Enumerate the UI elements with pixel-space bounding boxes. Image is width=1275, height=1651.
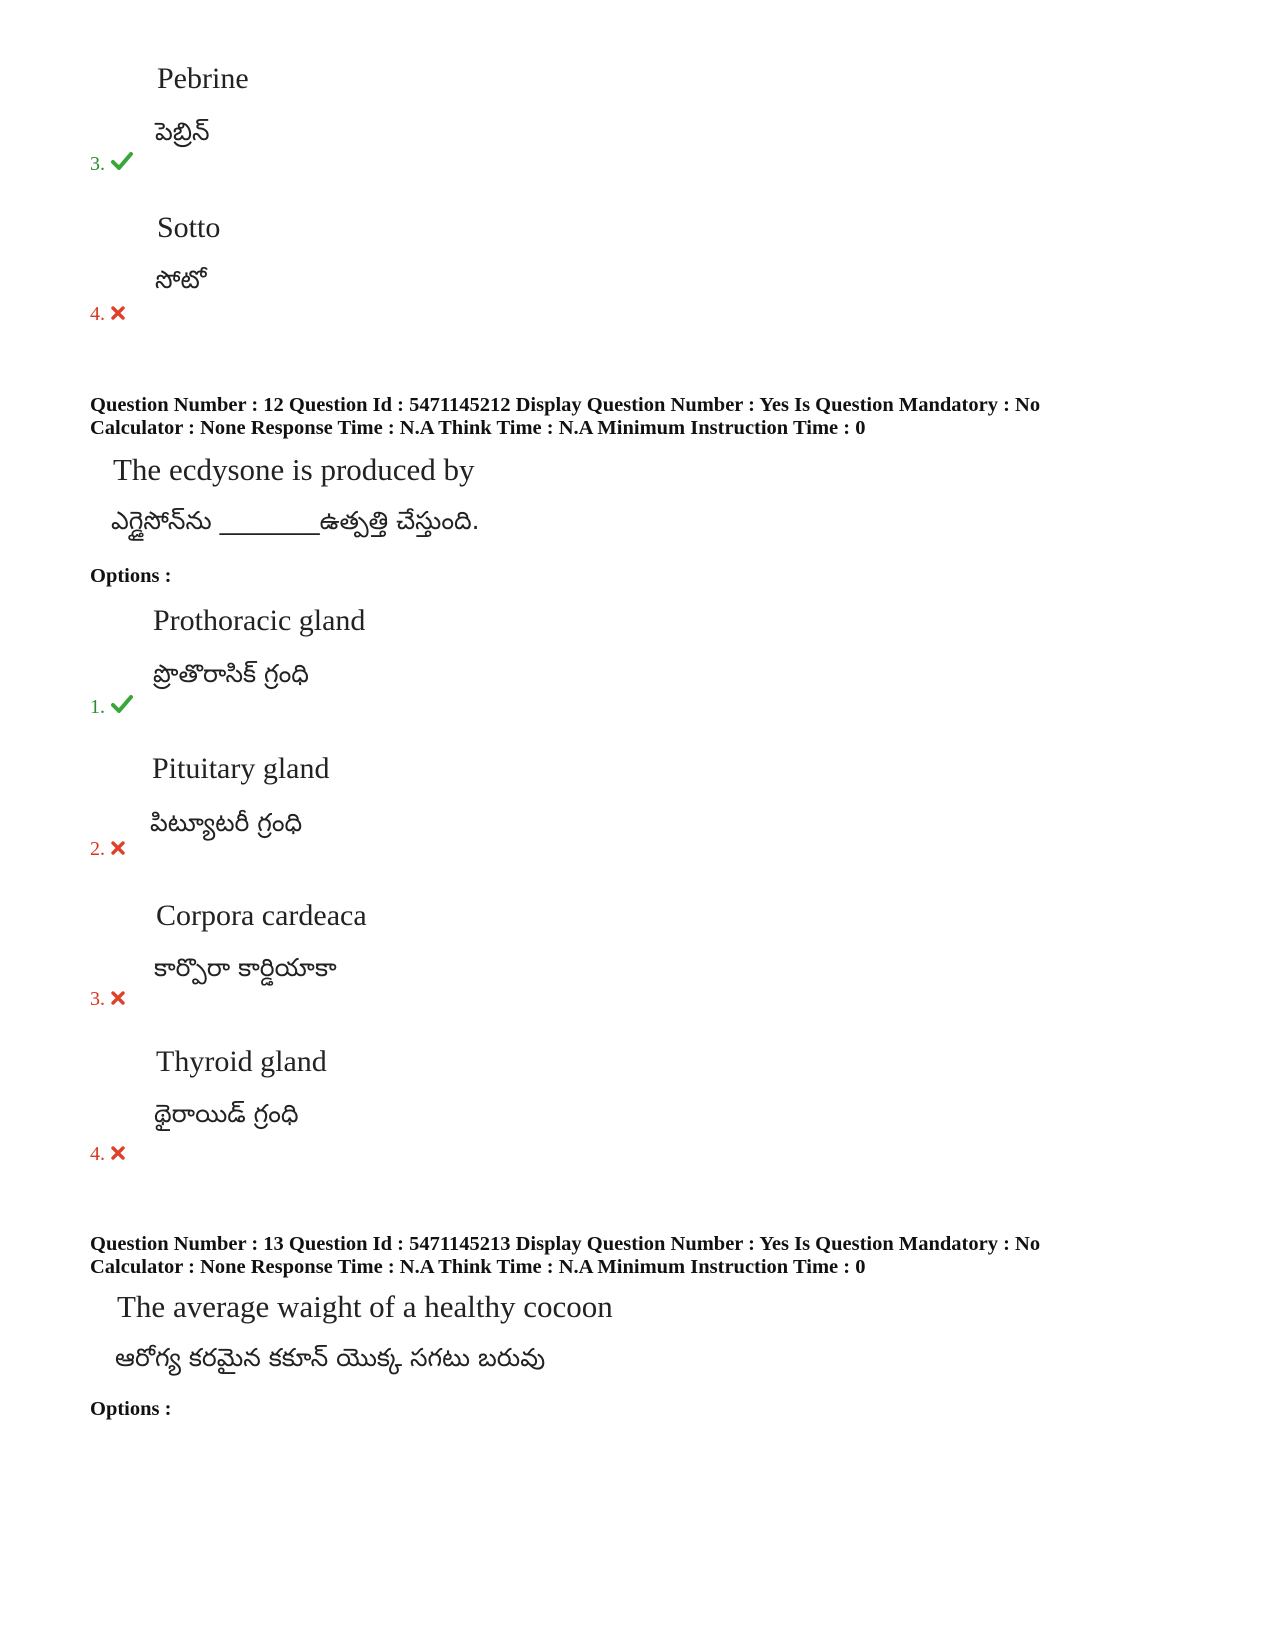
question-meta-line1: Question Number : 13 Question Id : 5471145213 Display Question Number : Yes Is Question Mandatory : No — [90, 1233, 1041, 1255]
option-number: 4. — [90, 1143, 105, 1165]
option-4-marker — [90, 1143, 125, 1166]
option-3-telugu: పెబ్రిన్ — [155, 117, 210, 146]
option-3-marker — [90, 152, 133, 176]
option-4-telugu: సోటో — [155, 265, 207, 294]
option-4-telugu: థైరాయిడ్ గ్రంధి — [154, 1099, 299, 1128]
option-1-english: Prothoracic gland — [153, 604, 366, 637]
question-text-telugu: ఆరోగ్య కరమైన కకూన్ యొక్క సగటు బరువు — [115, 1343, 546, 1372]
check-icon — [111, 152, 133, 176]
cross-icon — [111, 1143, 125, 1166]
option-number: 3. — [90, 988, 105, 1010]
option-4-marker — [90, 303, 125, 326]
question-text-english: The average waight of a healthy cocoon — [117, 1289, 613, 1324]
option-1-telugu: ప్రొతొరాసిక్ గ్రంధి — [153, 659, 309, 688]
option-2-marker — [90, 838, 125, 861]
option-3-english: Pebrine — [157, 62, 249, 95]
question-meta-line1: Question Number : 12 Question Id : 5471145212 Display Question Number : Yes Is Question Mandatory : No — [90, 394, 1041, 416]
cross-icon — [111, 838, 125, 861]
option-4-english: Thyroid gland — [156, 1045, 327, 1078]
option-number: 4. — [90, 303, 105, 325]
option-number: 1. — [90, 695, 105, 718]
option-4-english: Sotto — [157, 211, 221, 244]
option-3-telugu: కార్పొరా కార్డియాకా — [154, 953, 337, 982]
cross-icon — [111, 303, 125, 326]
option-3-marker — [90, 988, 125, 1011]
question-text-telugu: ఎగ్డైసోన్‌ను ________ఉత్పత్తి చేస్తుంది. — [111, 506, 480, 535]
option-2-english: Pituitary gland — [152, 752, 330, 785]
option-number: 2. — [90, 838, 105, 860]
option-number: 3. — [90, 152, 105, 175]
option-2-telugu: పిట్యూటరీ గ్రంధి — [150, 808, 303, 837]
options-label: Options : — [90, 1398, 172, 1420]
options-label: Options : — [90, 565, 172, 587]
option-1-marker — [90, 695, 133, 719]
check-icon — [111, 695, 133, 719]
question-meta-line2: Calculator : None Response Time : N.A Think Time : N.A Minimum Instruction Time : 0 — [90, 1256, 866, 1278]
option-3-english: Corpora cardeaca — [156, 899, 367, 932]
question-text-english: The ecdysone is produced by — [113, 452, 475, 487]
question-meta-line2: Calculator : None Response Time : N.A Think Time : N.A Minimum Instruction Time : 0 — [90, 417, 866, 439]
cross-icon — [111, 988, 125, 1011]
